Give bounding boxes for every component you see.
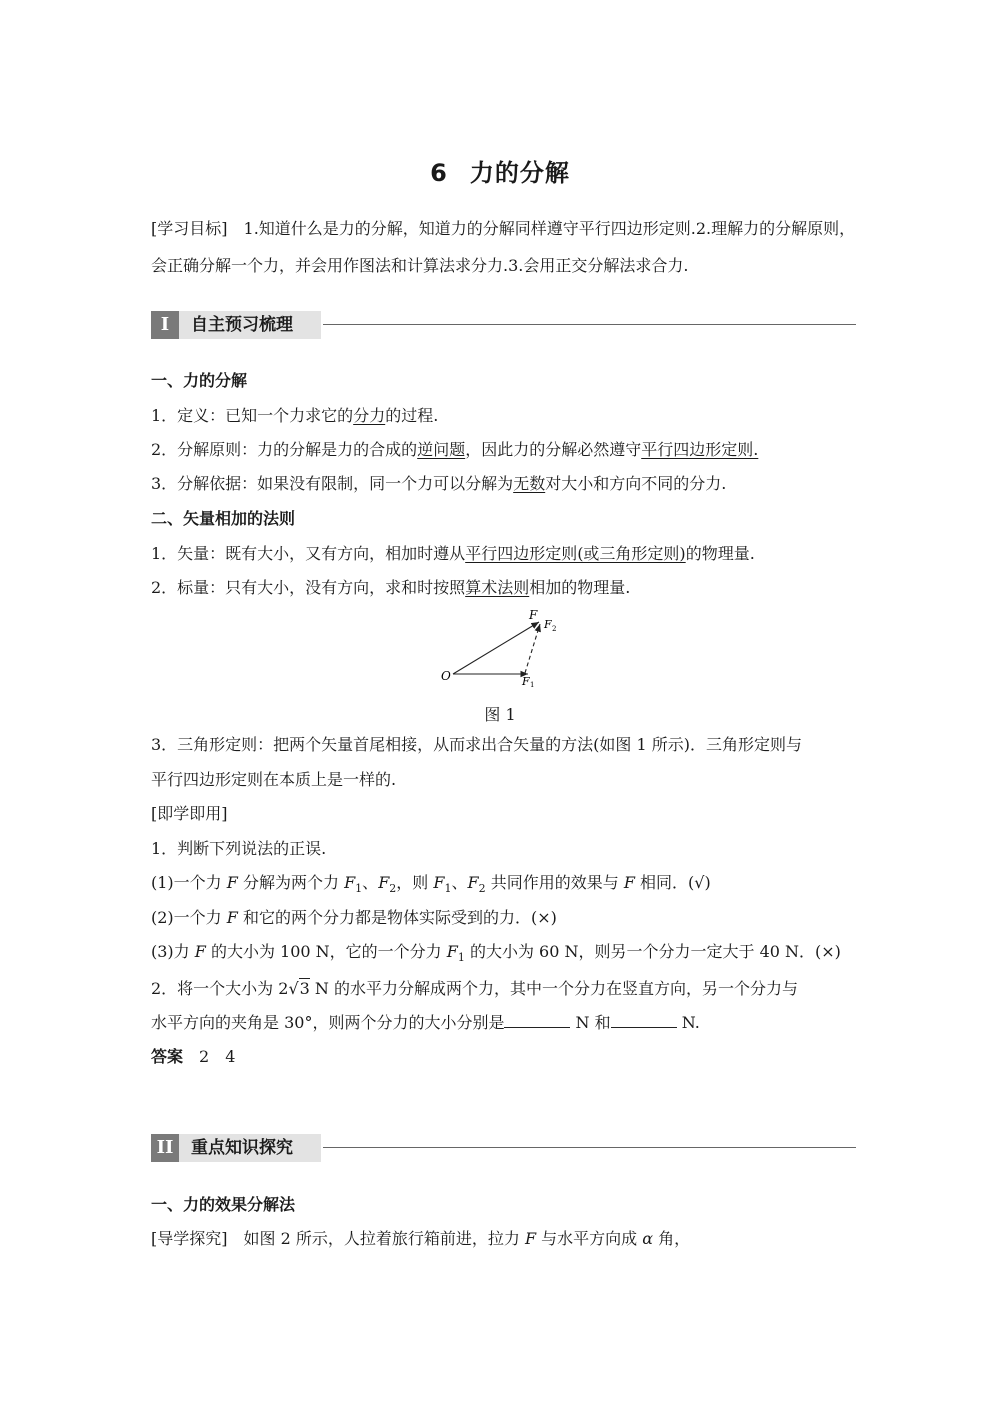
answer-line xyxy=(151,1047,856,1067)
answer-label: 答案 xyxy=(151,1047,184,1066)
answer-blank-2 xyxy=(611,1013,677,1028)
label-f1: F xyxy=(522,675,530,688)
figure-1-caption: 图 1 xyxy=(484,705,516,724)
section-number-box: II xyxy=(151,1134,179,1162)
definition-line: 1．定义：已知一个力求它的分力的过程. xyxy=(151,406,439,425)
statement-1: (1)一个力 F 分解为两个力 $F_1$、$F_2$，则 $F_1$、$F_2$ 共同作用的效果与 F 相同．(√) xyxy=(151,873,711,896)
section-header-1 xyxy=(151,311,856,339)
question-1: 1．判断下列说法的正误. xyxy=(151,839,327,858)
section-rule xyxy=(323,1147,856,1148)
principle-line: 2．分解原则：力的分解是力的合成的逆问题，因此力的分解必然遵守平行四边形定则. xyxy=(151,440,759,459)
vector-f xyxy=(453,622,539,674)
goal-text: 1.知道什么是力的分解，知道力的分解同样遵守平行四边形定则.2.理解力的分解原则，会正确分解一个力，并会用作图法和计算法求分力.3.会用正交分解法求合力. xyxy=(151,219,856,275)
section-header-2 xyxy=(151,1134,856,1162)
figure-1-triangle-diagram xyxy=(436,604,566,688)
practice-tag: [即学即用] xyxy=(151,804,228,823)
section-title: 重点知识探究 xyxy=(179,1134,321,1162)
label-f: F xyxy=(529,608,538,622)
heading-vector-rules: 二、矢量相加的法则 xyxy=(151,509,296,528)
basis-line: 3．分解依据：如果没有限制，同一个力可以分解为无数对大小和方向不同的分力. xyxy=(151,474,727,493)
chapter-title: 力的分解 xyxy=(469,159,570,187)
triangle-rule-line-2: 平行四边形定则在本质上是一样的. xyxy=(151,770,397,789)
answer-underline: 逆问题 xyxy=(417,440,466,459)
section-number-box: I xyxy=(151,311,179,339)
page-title xyxy=(0,153,1000,188)
section-rule xyxy=(323,324,856,325)
answer-values: 2 4 xyxy=(199,1047,236,1066)
label-o: O xyxy=(441,669,451,683)
sqrt-radicand: 3 xyxy=(299,979,310,998)
answer-blank-1 xyxy=(504,1013,570,1028)
answer-underline: 平行四边形定则. xyxy=(641,440,759,459)
heading-effect-decomposition: 一、力的效果分解法 xyxy=(151,1195,296,1214)
scalar-line: 2．标量：只有大小，没有方向，求和时按照算术法则相加的物理量. xyxy=(151,578,631,597)
guided-inquiry-line: [导学探究] 如图 2 所示，人拉着旅行箱前进，拉力 F 与水平方向成 α 角， xyxy=(151,1229,691,1248)
question-2-line-1: 2．将一个大小为 2√3 N 的水平力分解成两个力，其中一个分力在竖直方向，另一个分力与 xyxy=(151,979,799,998)
heading-force-decomposition: 一、力的分解 xyxy=(151,371,248,390)
section-title: 自主预习梳理 xyxy=(179,311,321,339)
statement-2: (2)一个力 F 和它的两个分力都是物体实际受到的力．(×) xyxy=(151,908,557,927)
answer-underline: 算术法则 xyxy=(465,578,530,597)
chapter-number: 6 xyxy=(430,159,448,187)
inquiry-tag: [导学探究] xyxy=(151,1229,228,1248)
triangle-rule-line-1: 3．三角形定则：把两个矢量首尾相接，从而求出合矢量的方法(如图 1 所示)．三角形定则与 xyxy=(151,735,803,754)
answer-underline: 平行四边形定则(或三角形定则) xyxy=(465,544,686,563)
vector-f2 xyxy=(525,624,540,673)
label-f2-sub: 2 xyxy=(552,625,557,633)
vector-line: 1．矢量：既有大小，又有方向，相加时遵从平行四边形定则(或三角形定则)的物理量. xyxy=(151,544,755,563)
label-f2: F xyxy=(544,618,552,631)
sqrt-sign: √ xyxy=(288,979,299,998)
answer-underline: 分力 xyxy=(353,406,386,425)
learning-goals xyxy=(151,210,856,284)
goal-tag: [学习目标] xyxy=(151,219,228,238)
question-2-line-2: 水平方向的夹角是 30°，则两个分力的大小分别是 N 和 N. xyxy=(151,1013,700,1032)
statement-3: (3)力 F 的大小为 100 N，它的一个分力 $F_1$ 的大小为 60 N，则另一个分力一定大于 40 N．(×) xyxy=(151,942,841,965)
label-f1-sub: 1 xyxy=(530,681,535,688)
answer-underline: 无数 xyxy=(513,474,546,493)
